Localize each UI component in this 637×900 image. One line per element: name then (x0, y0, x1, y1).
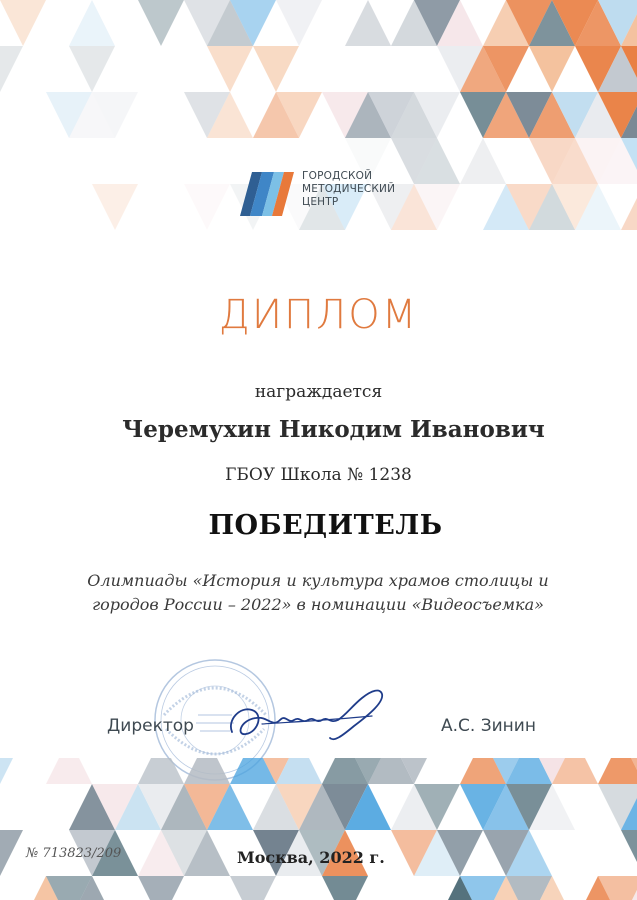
director-signature (222, 680, 402, 750)
pattern-triangle (230, 876, 276, 900)
logo-mark-icon (236, 172, 298, 216)
director-name: А.С. Зинин (441, 716, 536, 736)
pattern-triangle (69, 0, 115, 46)
pattern-triangle (0, 0, 46, 46)
logo-line: ГОРОДСКОЙ (302, 170, 373, 182)
logo-text (302, 170, 395, 209)
pattern-triangle (138, 758, 184, 784)
award-status: ПОБЕДИТЕЛЬ (208, 510, 443, 541)
pattern-triangle (598, 758, 637, 784)
pattern-triangle (322, 876, 368, 900)
pattern-triangle (0, 758, 23, 784)
logo-line: ЦЕНТР (302, 196, 339, 208)
director-label: Директор (107, 716, 194, 736)
pattern-triangle (276, 0, 322, 46)
pattern-triangle (138, 0, 184, 46)
school-name: ГБОУ Школа № 1238 (225, 465, 412, 485)
pattern-triangle (92, 184, 138, 230)
city-and-year: Москва, 2022 г. (237, 848, 385, 867)
pattern-triangle (621, 184, 637, 230)
description-line: городов России – 2022» в номинации «Видеосъемка» (92, 595, 544, 614)
pattern-triangle (46, 758, 92, 784)
pattern-triangle (0, 830, 23, 876)
awarded-text: награждается (254, 382, 383, 402)
pattern-triangle (184, 758, 230, 784)
logo (236, 168, 426, 216)
pattern-triangle (253, 46, 299, 92)
pattern-triangle (69, 46, 115, 92)
diploma-title: ДИПЛОМ (218, 292, 419, 338)
diploma-number: № 713823/209 (26, 846, 122, 861)
award-description (68, 569, 568, 617)
pattern-triangle (460, 138, 506, 184)
bottom-triangle-pattern (0, 758, 637, 900)
pattern-triangle (138, 876, 184, 900)
pattern-triangle (621, 830, 637, 876)
pattern-triangle (345, 0, 391, 46)
pattern-triangle (529, 46, 575, 92)
recipient-name: Черемухин Никодим Иванович (122, 416, 545, 443)
pattern-triangle (207, 46, 253, 92)
pattern-triangle (184, 184, 230, 230)
logo-line: МЕТОДИЧЕСКИЙ (302, 183, 396, 195)
description-line: Олимпиады «История и культура храмов столицы и (87, 571, 549, 590)
pattern-triangle (0, 46, 23, 92)
